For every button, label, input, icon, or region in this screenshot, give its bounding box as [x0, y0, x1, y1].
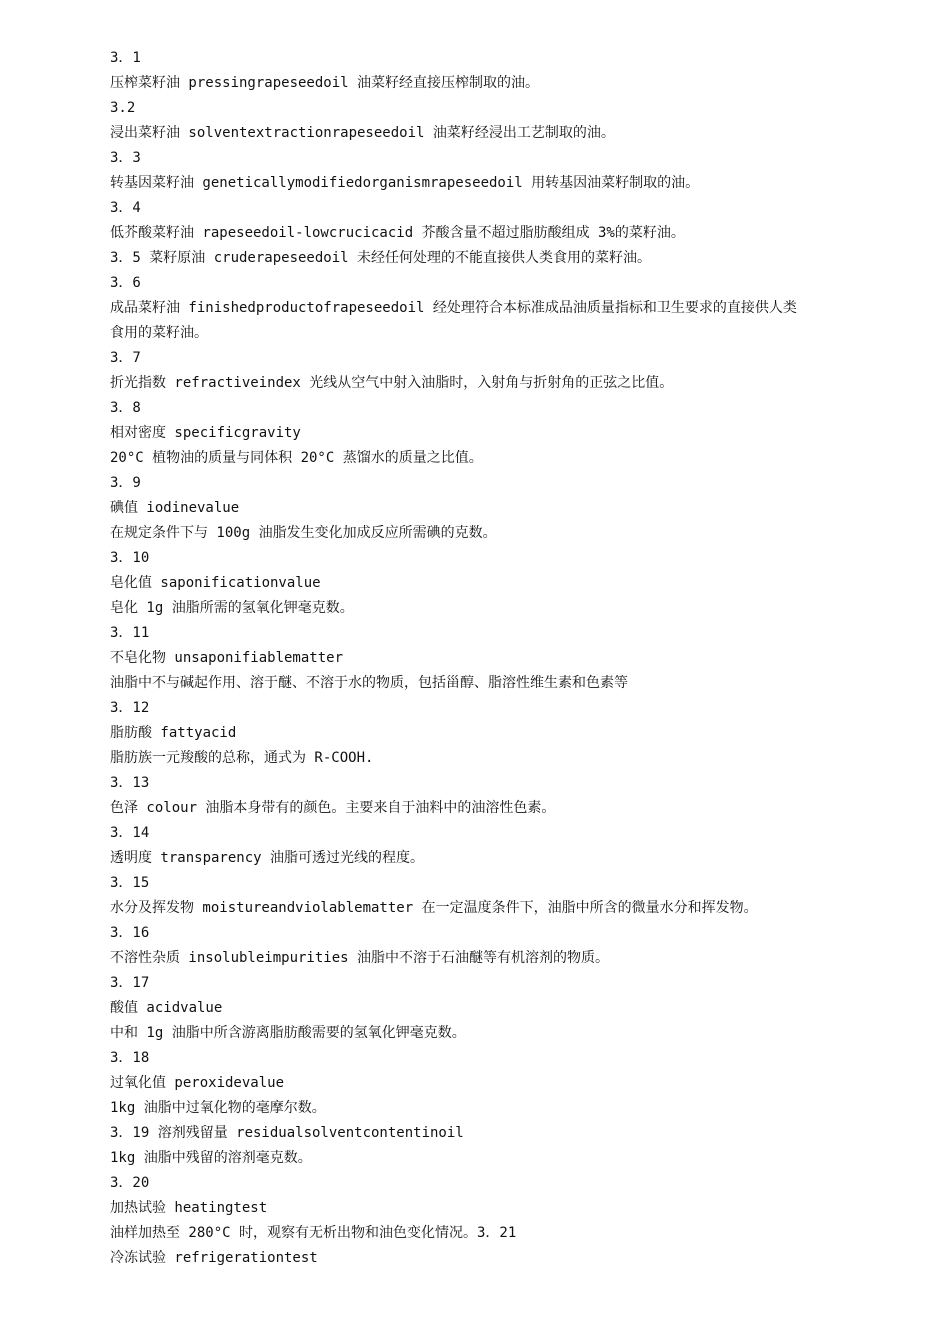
term-line: 过氧化值 peroxidevalue [110, 1075, 285, 1091]
definition-line: 不溶性杂质 insolubleimpurities 油脂中不溶于石油醚等有机溶剂的物质。 [110, 950, 610, 966]
section-number: 3．7 [110, 350, 141, 366]
term-line: 碘值 iodinevalue [110, 500, 240, 516]
section-number: 3．17 [110, 975, 150, 991]
definition-line: 皂化 1g 油脂所需的氢氧化钾毫克数。 [110, 600, 354, 616]
section-number: 3．4 [110, 200, 141, 216]
definition-line: 1kg 油脂中过氧化物的毫摩尔数。 [110, 1100, 326, 1116]
term-line: 不皂化物 unsaponifiablematter [110, 650, 344, 666]
definition-line: 脂肪族一元羧酸的总称，通式为 R-COOH. [110, 750, 374, 766]
section-number: 3．14 [110, 825, 150, 841]
definition-line: 油脂中不与碱起作用、溶于醚、不溶于水的物质，包括甾醇、脂溶性维生素和色素等 [110, 675, 628, 691]
definition-line: 折光指数 refractiveindex 光线从空气中射入油脂时，入射角与折射角的正弦之比值。 [110, 375, 674, 391]
section-number: 3．1 [110, 50, 141, 66]
definition-line: 成品菜籽油 finishedproductofrapeseedoil 经处理符合本标准成品油质量指标和卫生要求的直接供人类 [110, 300, 797, 316]
section-number: 3．15 [110, 875, 150, 891]
term-line: 皂化值 saponificationvalue [110, 575, 321, 591]
section-number: 3．20 [110, 1175, 150, 1191]
section-number: 3．11 [110, 625, 150, 641]
definition-line: 1kg 油脂中残留的溶剂毫克数。 [110, 1150, 312, 1166]
definition-line: 压榨菜籽油 pressingrapeseedoil 油菜籽经直接压榨制取的油。 [110, 75, 540, 91]
definition-line: 中和 1g 油脂中所含游离脂肪酸需要的氢氧化钾毫克数。 [110, 1025, 466, 1041]
definition-line: 3．5 菜籽原油 cruderapeseedoil 未经任何处理的不能直接供人类食用的菜籽油。 [110, 250, 652, 266]
definition-line: 油样加热至 280°C 时，观察有无析出物和油色变化情况。3．21 [110, 1225, 517, 1241]
term-line: 加热试验 heatingtest [110, 1200, 268, 1216]
section-number: 3．9 [110, 475, 141, 491]
definition-line: 在规定条件下与 100g 油脂发生变化加成反应所需碘的克数。 [110, 525, 497, 541]
term-line: 3．19 溶剂残留量 residualsolventcontentinoil [110, 1125, 464, 1141]
definition-line: 色泽 colour 油脂本身带有的颜色。主要来自于油料中的油溶性色素。 [110, 800, 556, 816]
section-number: 3．10 [110, 550, 150, 566]
term-line: 相对密度 specificgravity [110, 425, 301, 441]
term-line: 酸值 acidvalue [110, 1000, 223, 1016]
term-line: 冷冻试验 refrigerationtest [110, 1250, 318, 1266]
definition-line: 水分及挥发物 moistureandviolablematter 在一定温度条件下，油脂中所含的微量水分和挥发物。 [110, 900, 758, 916]
definition-line: 20°C 植物油的质量与同体积 20°C 蒸馏水的质量之比值。 [110, 450, 483, 466]
section-number: 3．16 [110, 925, 150, 941]
definition-line: 转基因菜籽油 geneticallymodifiedorganismrapeseedoil 用转基因油菜籽制取的油。 [110, 175, 700, 191]
section-number: 3．8 [110, 400, 141, 416]
term-line: 脂肪酸 fattyacid [110, 725, 237, 741]
definition-line: 低芥酸菜籽油 rapeseedoil-lowcrucicacid 芥酸含量不超过脂肪酸组成 3%的菜籽油。 [110, 225, 685, 241]
section-number: 3．6 [110, 275, 141, 291]
definition-line: 浸出菜籽油 solventextractionrapeseedoil 油菜籽经浸出工艺制取的油。 [110, 125, 615, 141]
definition-line: 透明度 transparency 油脂可透过光线的程度。 [110, 850, 425, 866]
definition-line: 食用的菜籽油。 [110, 325, 208, 341]
section-number: 3．18 [110, 1050, 150, 1066]
section-number: 3．3 [110, 150, 141, 166]
section-number: 3．12 [110, 700, 150, 716]
section-number: 3.2 [110, 100, 136, 116]
section-number: 3．13 [110, 775, 150, 791]
